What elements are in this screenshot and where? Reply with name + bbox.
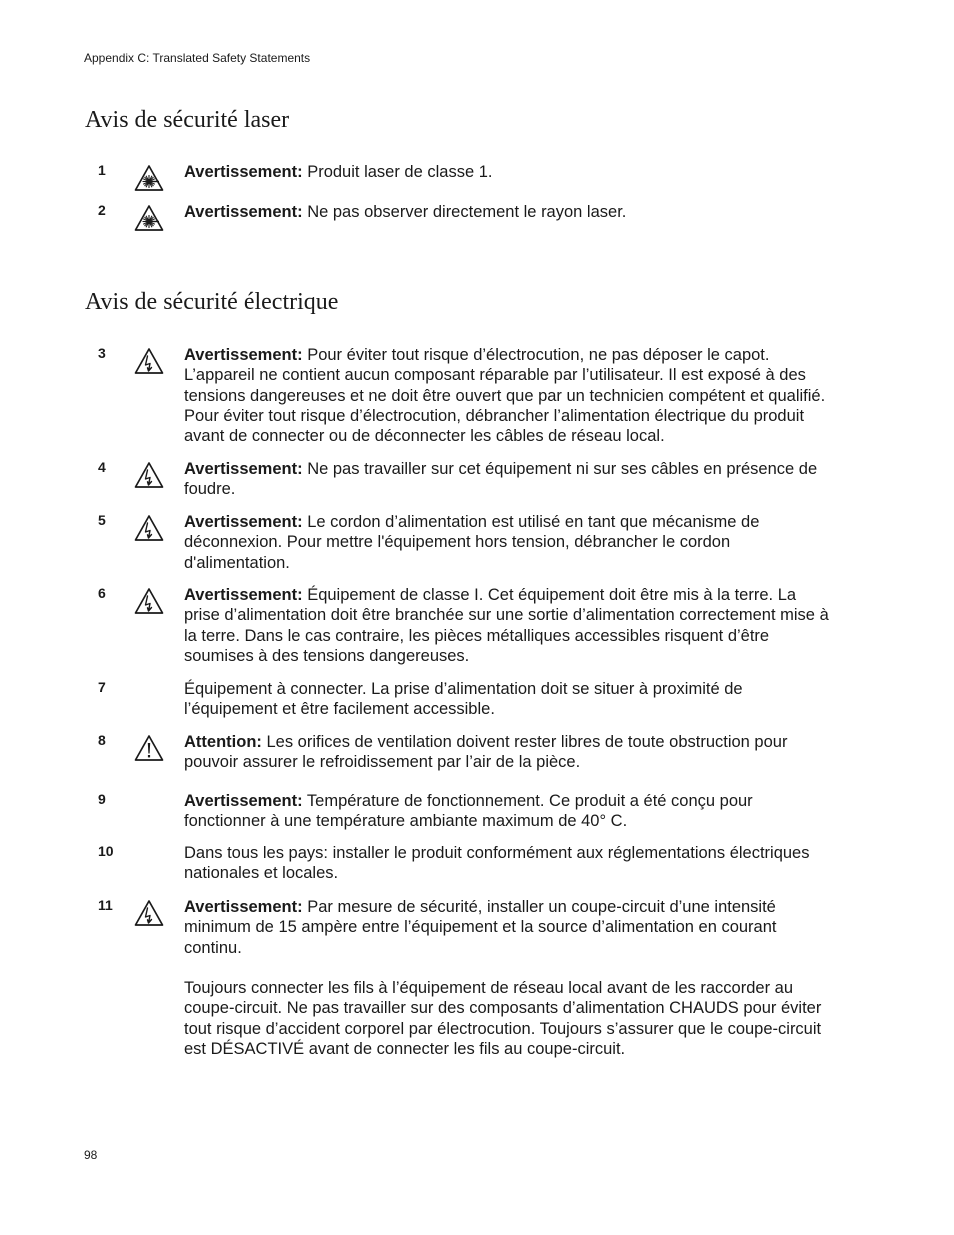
- statement-text: [184, 897, 834, 1059]
- statement-text: [184, 162, 834, 182]
- statement-lead: Attention:: [184, 733, 262, 751]
- statement-number: 4: [98, 459, 106, 475]
- statement-paragraph: [184, 345, 834, 446]
- electrical-hazard-icon: [134, 899, 164, 927]
- statement-text: [184, 732, 834, 773]
- statement-text: [184, 459, 834, 500]
- electrical-hazard-icon: [134, 461, 164, 489]
- page-number: 98: [84, 1148, 98, 1162]
- statement-body: Ne pas travailler sur cet équipement ni sur ses câbles en présence de foudre.: [184, 460, 818, 499]
- statement-body: Ne pas observer directement le rayon laser.: [307, 203, 627, 221]
- laser-warning-icon: [134, 204, 164, 232]
- statement-lead: Avertissement:: [184, 792, 303, 810]
- statement-paragraph: [184, 791, 834, 832]
- statement-body: Produit laser de classe 1.: [307, 163, 493, 181]
- statement-lead: Avertissement:: [184, 586, 303, 604]
- statement-number: 7: [98, 679, 106, 695]
- statement-body: Le cordon d’alimentation est utilisé en tant que mécanisme de déconnexion. Pour mettre l'équipement hors tension, débrancher le cordon d'alimentation.: [184, 513, 760, 572]
- statement-body: Température de fonctionnement. Ce produit a été conçu pour fonctionner à une température ambiante maximum de 40° C.: [184, 792, 753, 831]
- statement-paragraph: [184, 202, 834, 222]
- statement-text: [184, 345, 834, 446]
- statement-text: [184, 512, 834, 573]
- running-header: Appendix C: Translated Safety Statements: [84, 51, 311, 65]
- statement-number: 9: [98, 791, 106, 807]
- statement-body: Les orifices de ventilation doivent rester libres de toute obstruction pour pouvoir assurer le refroidissement par l’air de la pièce.: [184, 733, 788, 772]
- statement-number: 10: [98, 843, 114, 859]
- statement-text: [184, 843, 834, 884]
- statement-body: Pour éviter tout risque d’électrocution, ne pas déposer le capot. L’appareil ne contient aucun composant réparable par l’utilisateur. Il est exposé à des tensions dangereuses et ne doit être ouvert que par un technicien compétent et qualifié. Pour éviter tout risque d’électrocution, débrancher l’alimentation électrique du produit avant de connecter ou de déconnecter les câbles de réseau local.: [184, 346, 826, 446]
- statement-text: [184, 791, 834, 832]
- statement-lead: Avertissement:: [184, 203, 303, 221]
- statement-lead: Avertissement:: [184, 346, 303, 364]
- statement-lead: Avertissement:: [184, 163, 303, 181]
- statement-lead: Avertissement:: [184, 513, 303, 531]
- statement-paragraph: [184, 897, 834, 958]
- statement-body: Par mesure de sécurité, installer un coupe-circuit d’une intensité minimum de 15 ampère entre l’équipement et la source d’alimentation en courant continu.: [184, 898, 777, 957]
- electrical-hazard-icon: [134, 514, 164, 542]
- statement-body: Dans tous les pays: installer le produit conformément aux réglementations électriques nationales et locales.: [184, 844, 810, 883]
- laser-warning-icon: [134, 164, 164, 192]
- statement-lead: Avertissement:: [184, 460, 303, 478]
- statement-lead: Avertissement:: [184, 898, 303, 916]
- statement-paragraph: [184, 512, 834, 573]
- statement-body: Toujours connecter les fils à l’équipement de réseau local avant de les raccorder au coupe-circuit. Ne pas travailler sur des composants d’alimentation CHAUDS pour éviter tout risque d’accident corporel par électrocution. Toujours s’assurer que le coupe-circuit est DÉSACTIVÉ avant de connecter les fils au coupe-circuit.: [184, 979, 822, 1059]
- electrical-hazard-icon: [134, 347, 164, 375]
- statement-paragraph: [184, 459, 834, 500]
- statement-number: 11: [98, 897, 113, 913]
- section-title-laser: Avis de sécurité laser: [85, 107, 290, 133]
- statement-paragraph: [184, 162, 834, 182]
- statement-paragraph: [184, 843, 834, 884]
- statement-paragraph: [184, 585, 834, 666]
- electrical-hazard-icon: [134, 587, 164, 615]
- statement-number: 1: [98, 162, 106, 178]
- statement-paragraph: [184, 978, 834, 1059]
- statement-number: 6: [98, 585, 106, 601]
- statement-number: 3: [98, 345, 106, 361]
- caution-icon: [134, 734, 164, 762]
- section-title-electrical: Avis de sécurité électrique: [85, 289, 339, 315]
- statement-number: 8: [98, 732, 106, 748]
- statement-body: Équipement à connecter. La prise d’alimentation doit se situer à proximité de l’équipement et être facilement accessible.: [184, 680, 743, 719]
- statement-number: 5: [98, 512, 106, 528]
- statement-text: [184, 585, 834, 666]
- statement-paragraph: [184, 732, 834, 773]
- statement-text: [184, 679, 834, 720]
- statement-body: Équipement de classe I. Cet équipement doit être mis à la terre. La prise d’alimentation doit être branchée sur une sortie d’alimentation correctement mise à la terre. Dans le cas contraire, les pièces métalliques accessibles risquent d’être soumises à des tensions dangereuses.: [184, 586, 829, 665]
- statement-text: [184, 202, 834, 222]
- statement-paragraph: [184, 679, 834, 720]
- statement-number: 2: [98, 202, 106, 218]
